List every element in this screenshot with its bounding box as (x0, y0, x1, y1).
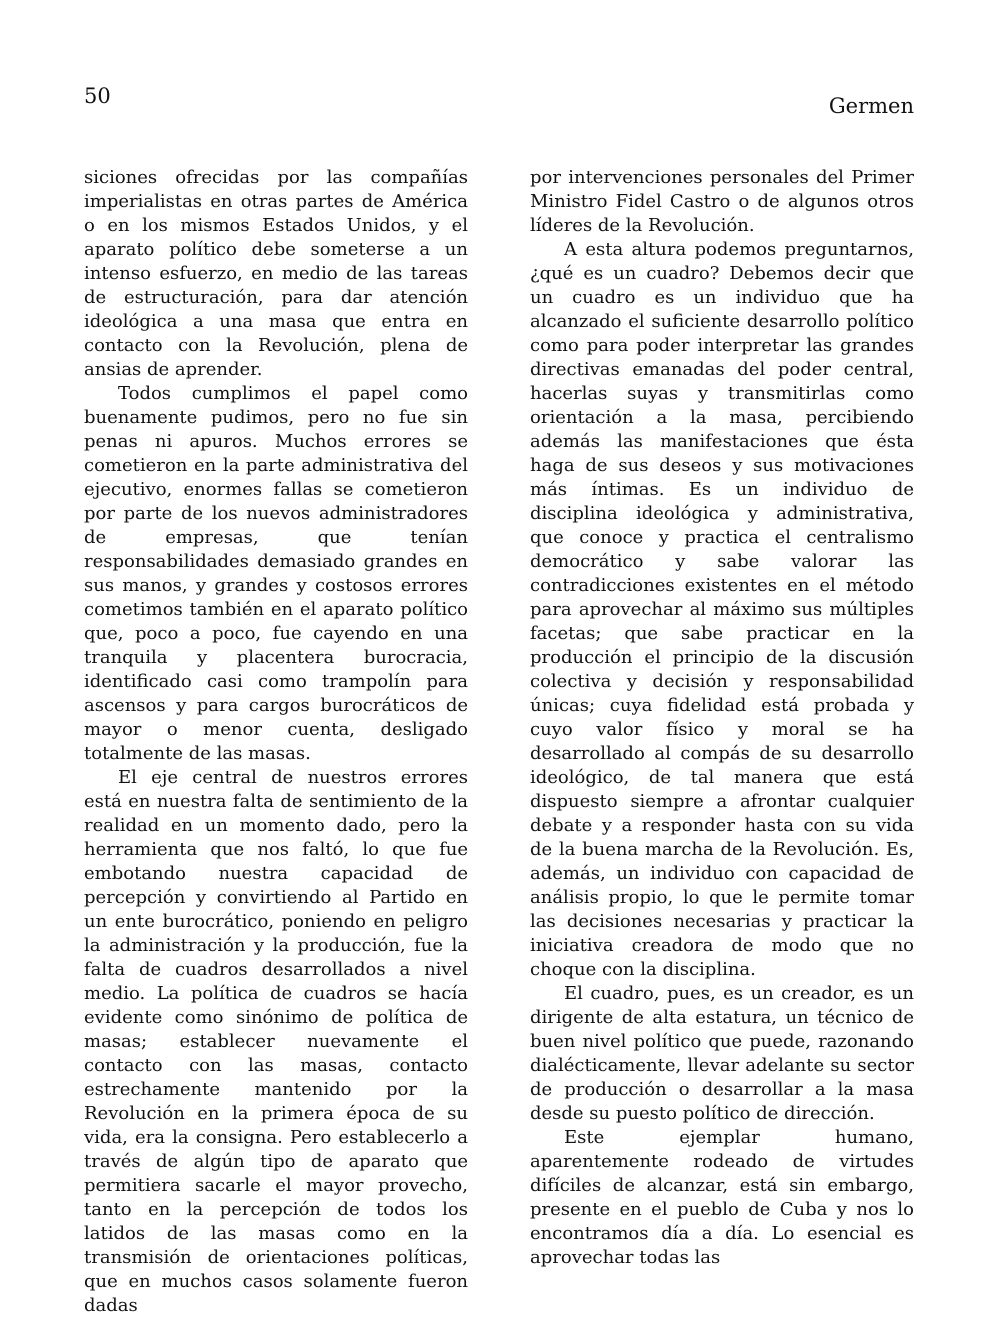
left-paragraph-3: El eje central de nuestros errores está en nuestra falta de sentimiento de la realidad en un momento dado, pero la herramienta que nos faltó, lo que fue embotando nuestra capacidad de percepción y convirtiendo al Partido en un ente burocrático, poniendo en peligro la administración y la producción, fue la falta de cuadros desarrollados a nivel medio. La política de cuadros se hacía evidente como sinónimo de política de masas; establecer nuevamente el contacto con las masas, contacto estrechamente mantenido por la Revolución en la primera época de su vida, era la consigna. Pero establecerlo a través de algún tipo de aparato que permitiera sacarle el mayor provecho, tanto en la percepción de todos los latidos de las masas como en la transmisión de orientaciones políticas, que en muchos casos solamente fueron dadas (84, 767, 468, 1316)
page-number: 50 (84, 84, 111, 108)
left-paragraph-2: Todos cumplimos el papel como buenamente pudimos, pero no fue sin penas ni apuros. Muchos errores se cometieron en la parte administrativa del ejecutivo, enormes fallas se cometieron por parte de los nuevos administradores de empresas, que tenían responsabilidades demasiado grandes en sus manos, y grandes y costosos errores cometimos también en el aparato político que, poco a poco, fue cayendo en una tranquila y placentera burocracia, identificado casi como trampolín para ascensos y para cargos burocráticos de mayor o menor cuenta, desligado totalmente de las masas. (84, 383, 468, 764)
right-paragraph-2: A esta altura podemos preguntarnos, ¿qué es un cuadro? Debemos decir que un cuadro es un individuo que ha alcanzado el suficiente desarrollo político como para poder interpretar las grandes directivas emanadas del poder central, hacerlas suyas y transmitirlas como orientación a la masa, percibiendo además las manifestaciones que ésta haga de sus deseos y sus motivaciones más íntimas. Es un individuo de disciplina ideológica y administrativa, que conoce y practica el centralismo democrático y sabe valorar las contradicciones existentes en el método para aprovechar al máximo sus múltiples facetas; que sabe practicar en la producción el principio de la discusión colectiva y decisión y responsabilidad únicas; cuya fidelidad está probada y cuyo valor físico y moral se ha desarrollado al compás de su desarrollo ideológico, de tal manera que está dispuesto siempre a afrontar cualquier debate y a responder hasta con su vida de la buena marcha de la Revolución. Es, además, un individuo con capacidad de análisis propio, lo que le permite tomar las decisiones necesarias y practicar la iniciativa creadora de modo que no choque con la disciplina. (530, 239, 914, 980)
right-paragraph-4: Este ejemplar humano, aparentemente rodeado de virtudes difíciles de alcanzar, está sin embargo, presente en el pueblo de Cuba y nos lo encontramos día a día. Lo esencial es aprovechar todas las (530, 1127, 914, 1268)
left-text-column (84, 166, 468, 1318)
left-paragraph-1: siciones ofrecidas por las compañías imperialistas en otras partes de América o en los mismos Estados Unidos, y el aparato político debe someterse a un intenso esfuerzo, en medio de las tareas de estructuración, para dar atención ideológica a una masa que entra en contacto con la Revolución, plena de ansias de aprender. (84, 167, 468, 380)
right-paragraph-1: por intervenciones personales del Primer Ministro Fidel Castro o de algunos otros líderes de la Revolución. (530, 167, 914, 236)
right-text-column (530, 166, 914, 1270)
running-header-title: Germen (828, 94, 914, 118)
right-paragraph-3: El cuadro, pues, es un creador, es un dirigente de alta estatura, un técnico de buen nivel político que puede, razonando dialécticamente, llevar adelante su sector de producción o desarrollar a la masa desde su puesto político de dirección. (530, 983, 914, 1124)
